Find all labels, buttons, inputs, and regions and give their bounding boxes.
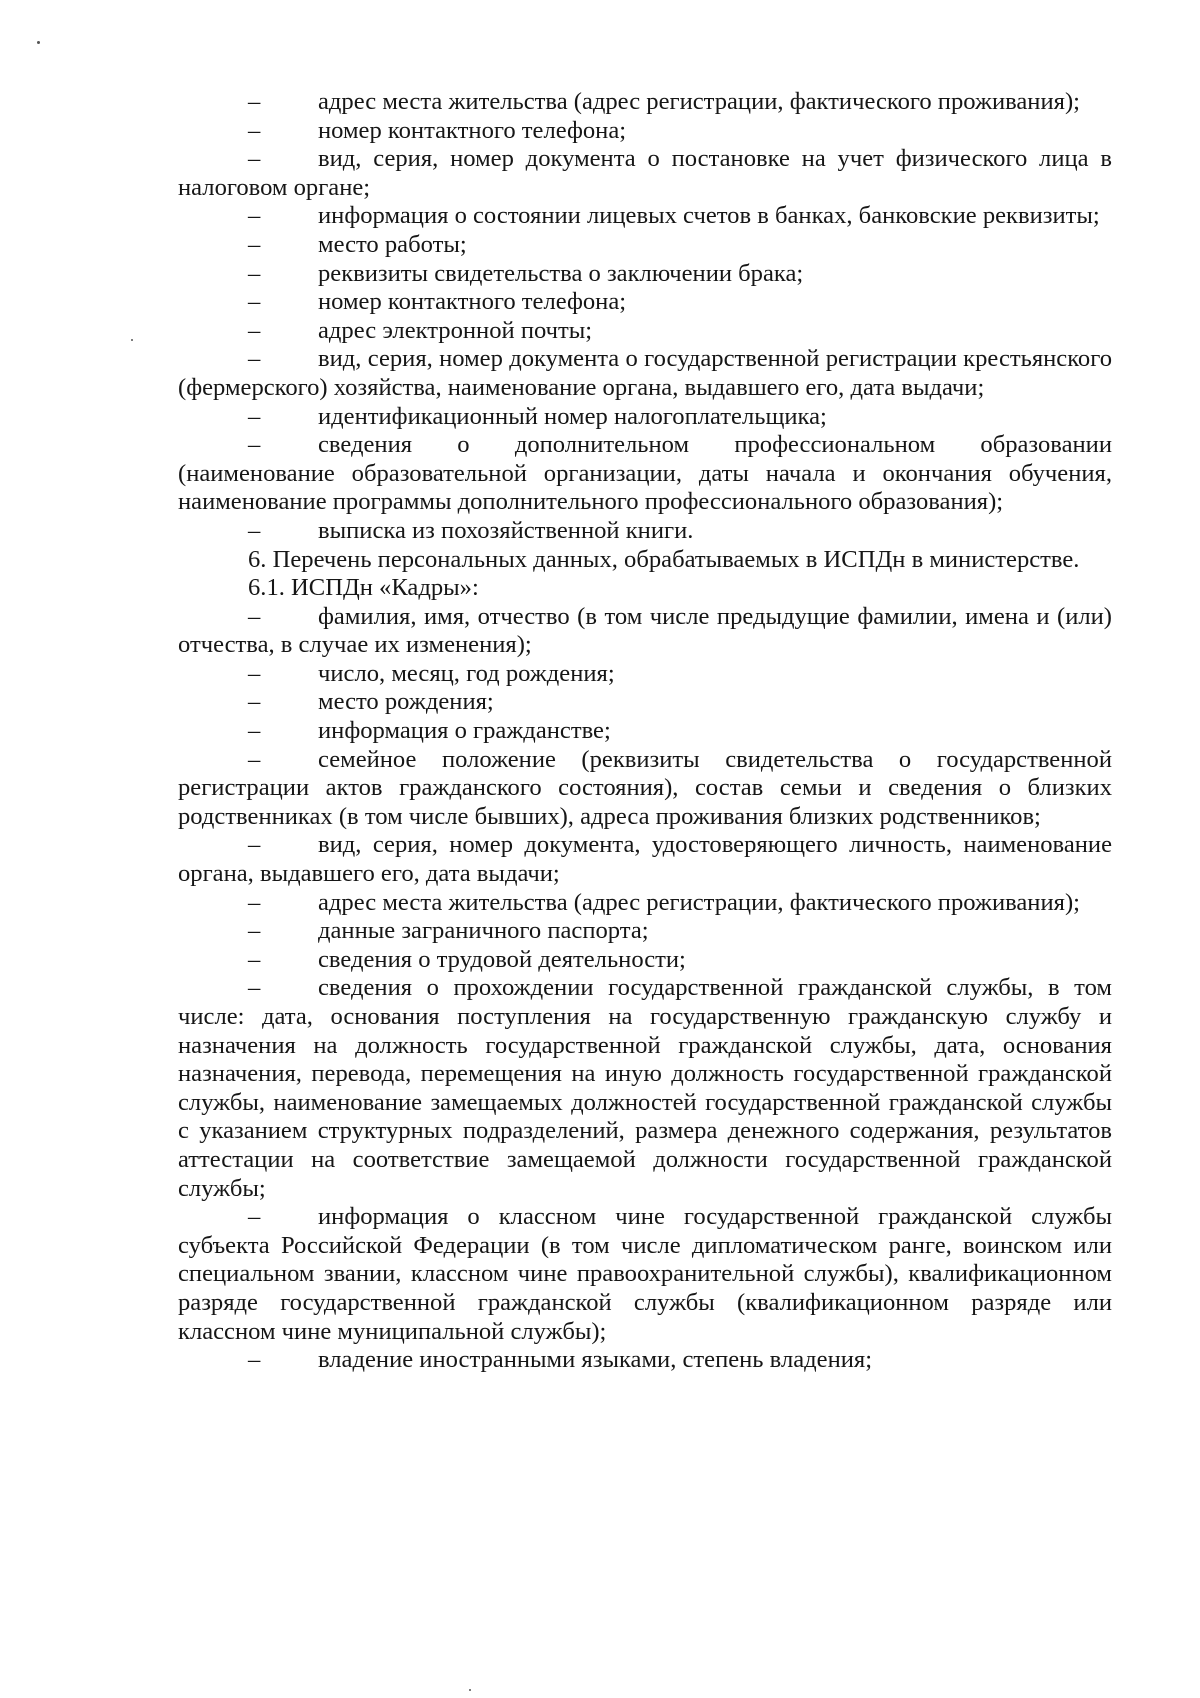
list-item-text: семейное положение (реквизиты свидетельства о государственной регистрации актов гражданского состояния), состав семьи и сведения о близких родственниках (в том числе бывших), адреса проживания близких родственников; — [178, 745, 1112, 830]
list-item — [178, 88, 1112, 117]
list-item — [178, 974, 1112, 1203]
list-item-text: вид, серия, номер документа о постановке на учет физического лица в налоговом органе; — [178, 145, 1112, 201]
list-dash: – — [248, 288, 261, 316]
list-dash: – — [248, 1346, 261, 1374]
list-dash: – — [248, 259, 261, 287]
list-item — [178, 117, 1112, 146]
list-dash: – — [248, 888, 261, 916]
list-item-text: число, месяц, год рождения; — [318, 659, 615, 687]
list-item — [178, 660, 1112, 689]
list-dash: – — [248, 316, 261, 344]
list-item — [178, 517, 1112, 546]
list-dash: – — [248, 659, 261, 687]
list-item — [178, 1346, 1112, 1375]
list-dash: – — [248, 717, 261, 745]
list-item — [178, 1203, 1112, 1346]
scan-speck — [131, 339, 133, 341]
list-dash: – — [248, 88, 261, 115]
list-item-text: информация о состоянии лицевых счетов в банках, банковские реквизиты; — [318, 202, 1100, 230]
list-item — [178, 231, 1112, 260]
list-item-text: фамилия, имя, отчество (в том числе предыдущие фамилии, имена и (или) отчества, в случае их изменения); — [178, 602, 1112, 659]
list-item — [178, 746, 1112, 832]
list-dash: – — [248, 116, 261, 144]
list-item-text: номер контактного телефона; — [318, 288, 627, 316]
list-dash: – — [248, 230, 261, 258]
list-dash: – — [248, 745, 261, 773]
list-item-text: адрес места жительства (адрес регистрации, фактического проживания); — [318, 88, 1080, 115]
subsection-heading-text: 6.1. ИСПДн «Кадры»: — [248, 574, 479, 602]
scan-speck — [37, 41, 40, 44]
list-item-text: данные заграничного паспорта; — [318, 917, 649, 945]
section-heading — [178, 546, 1112, 575]
list-dash: – — [248, 402, 261, 430]
subsection-heading — [178, 574, 1112, 603]
list-dash: – — [248, 602, 261, 630]
list-item — [178, 889, 1112, 918]
list-item — [178, 717, 1112, 746]
list-dash: – — [248, 917, 261, 945]
list-item-text: реквизиты свидетельства о заключении брака; — [318, 259, 804, 287]
list-item-text: место рождения; — [318, 688, 494, 716]
list-dash: – — [248, 831, 261, 859]
list-item-text: место работы; — [318, 230, 467, 258]
list-item — [178, 431, 1112, 517]
list-item — [178, 688, 1112, 717]
list-item-text: владение иностранными языками, степень владения; — [318, 1346, 873, 1374]
list-item — [178, 917, 1112, 946]
list-dash: – — [248, 145, 261, 173]
list-item — [178, 288, 1112, 317]
list-item — [178, 317, 1112, 346]
list-item-text: адрес электронной почты; — [318, 316, 593, 344]
list-dash: – — [248, 431, 261, 459]
list-item-text: выписка из похозяйственной книги. — [318, 516, 694, 544]
list-item-text: вид, серия, номер документа о государственной регистрации крестьянского (фермерского) хозяйства, наименование органа, выдавшего его, дата выдачи; — [178, 345, 1112, 401]
list-dash: – — [248, 688, 261, 716]
list-dash: – — [248, 945, 261, 973]
list-dash: – — [248, 1203, 261, 1231]
list-item-text: номер контактного телефона; — [318, 116, 627, 144]
list-item — [178, 603, 1112, 660]
list-dash: – — [248, 202, 261, 230]
list-dash: – — [248, 974, 261, 1002]
list-item-text: сведения о дополнительном профессиональном образовании (наименование образовательной организации, даты начала и окончания обучения, наименование программы дополнительного профессионального образования); — [178, 431, 1112, 516]
list-item — [178, 946, 1112, 975]
list-dash: – — [248, 345, 261, 373]
list-item — [178, 345, 1112, 402]
list-item-text: сведения о прохождении государственной гражданской службы, в том числе: дата, основания поступления на государственную гражданскую службу и назначения на должность государственной гражданской службы, дата, основания назначения, перевода, перемещения на иную должность государственной гражданской службы, наименование замещаемых должностей государственной гражданской службы с указанием структурных подразделений, размера денежного содержания, результатов аттестации на соответствие замещаемой должности государственной гражданской службы; — [178, 974, 1112, 1202]
document-body — [178, 88, 1112, 1375]
section-heading-text: 6. Перечень персональных данных, обрабатываемых в ИСПДн в министерстве. — [248, 545, 1080, 573]
list-item-text: вид, серия, номер документа, удостоверяющего личность, наименование органа, выдавшего его, дата выдачи; — [178, 831, 1112, 888]
list-item-text: идентификационный номер налогоплательщика; — [318, 402, 827, 430]
list-dash: – — [248, 516, 261, 544]
list-item-text: информация о гражданстве; — [318, 717, 611, 745]
list-item-text: адрес места жительства (адрес регистрации, фактического проживания); — [318, 888, 1080, 916]
list-item-text: сведения о трудовой деятельности; — [318, 945, 686, 973]
list-item — [178, 403, 1112, 432]
list-item — [178, 831, 1112, 888]
list-item — [178, 202, 1112, 231]
list-item-text: информация о классном чине государственной гражданской службы субъекта Российской Федерации (в том числе дипломатическом ранге, воинском или специальном звании, классном чине правоохранительной службы), квалификационном разряде государственной гражданской службы (квалификационном разряде или классном чине муниципальной службы); — [178, 1203, 1112, 1345]
scan-speck — [469, 1689, 471, 1691]
list-item — [178, 260, 1112, 289]
list-item — [178, 145, 1112, 202]
